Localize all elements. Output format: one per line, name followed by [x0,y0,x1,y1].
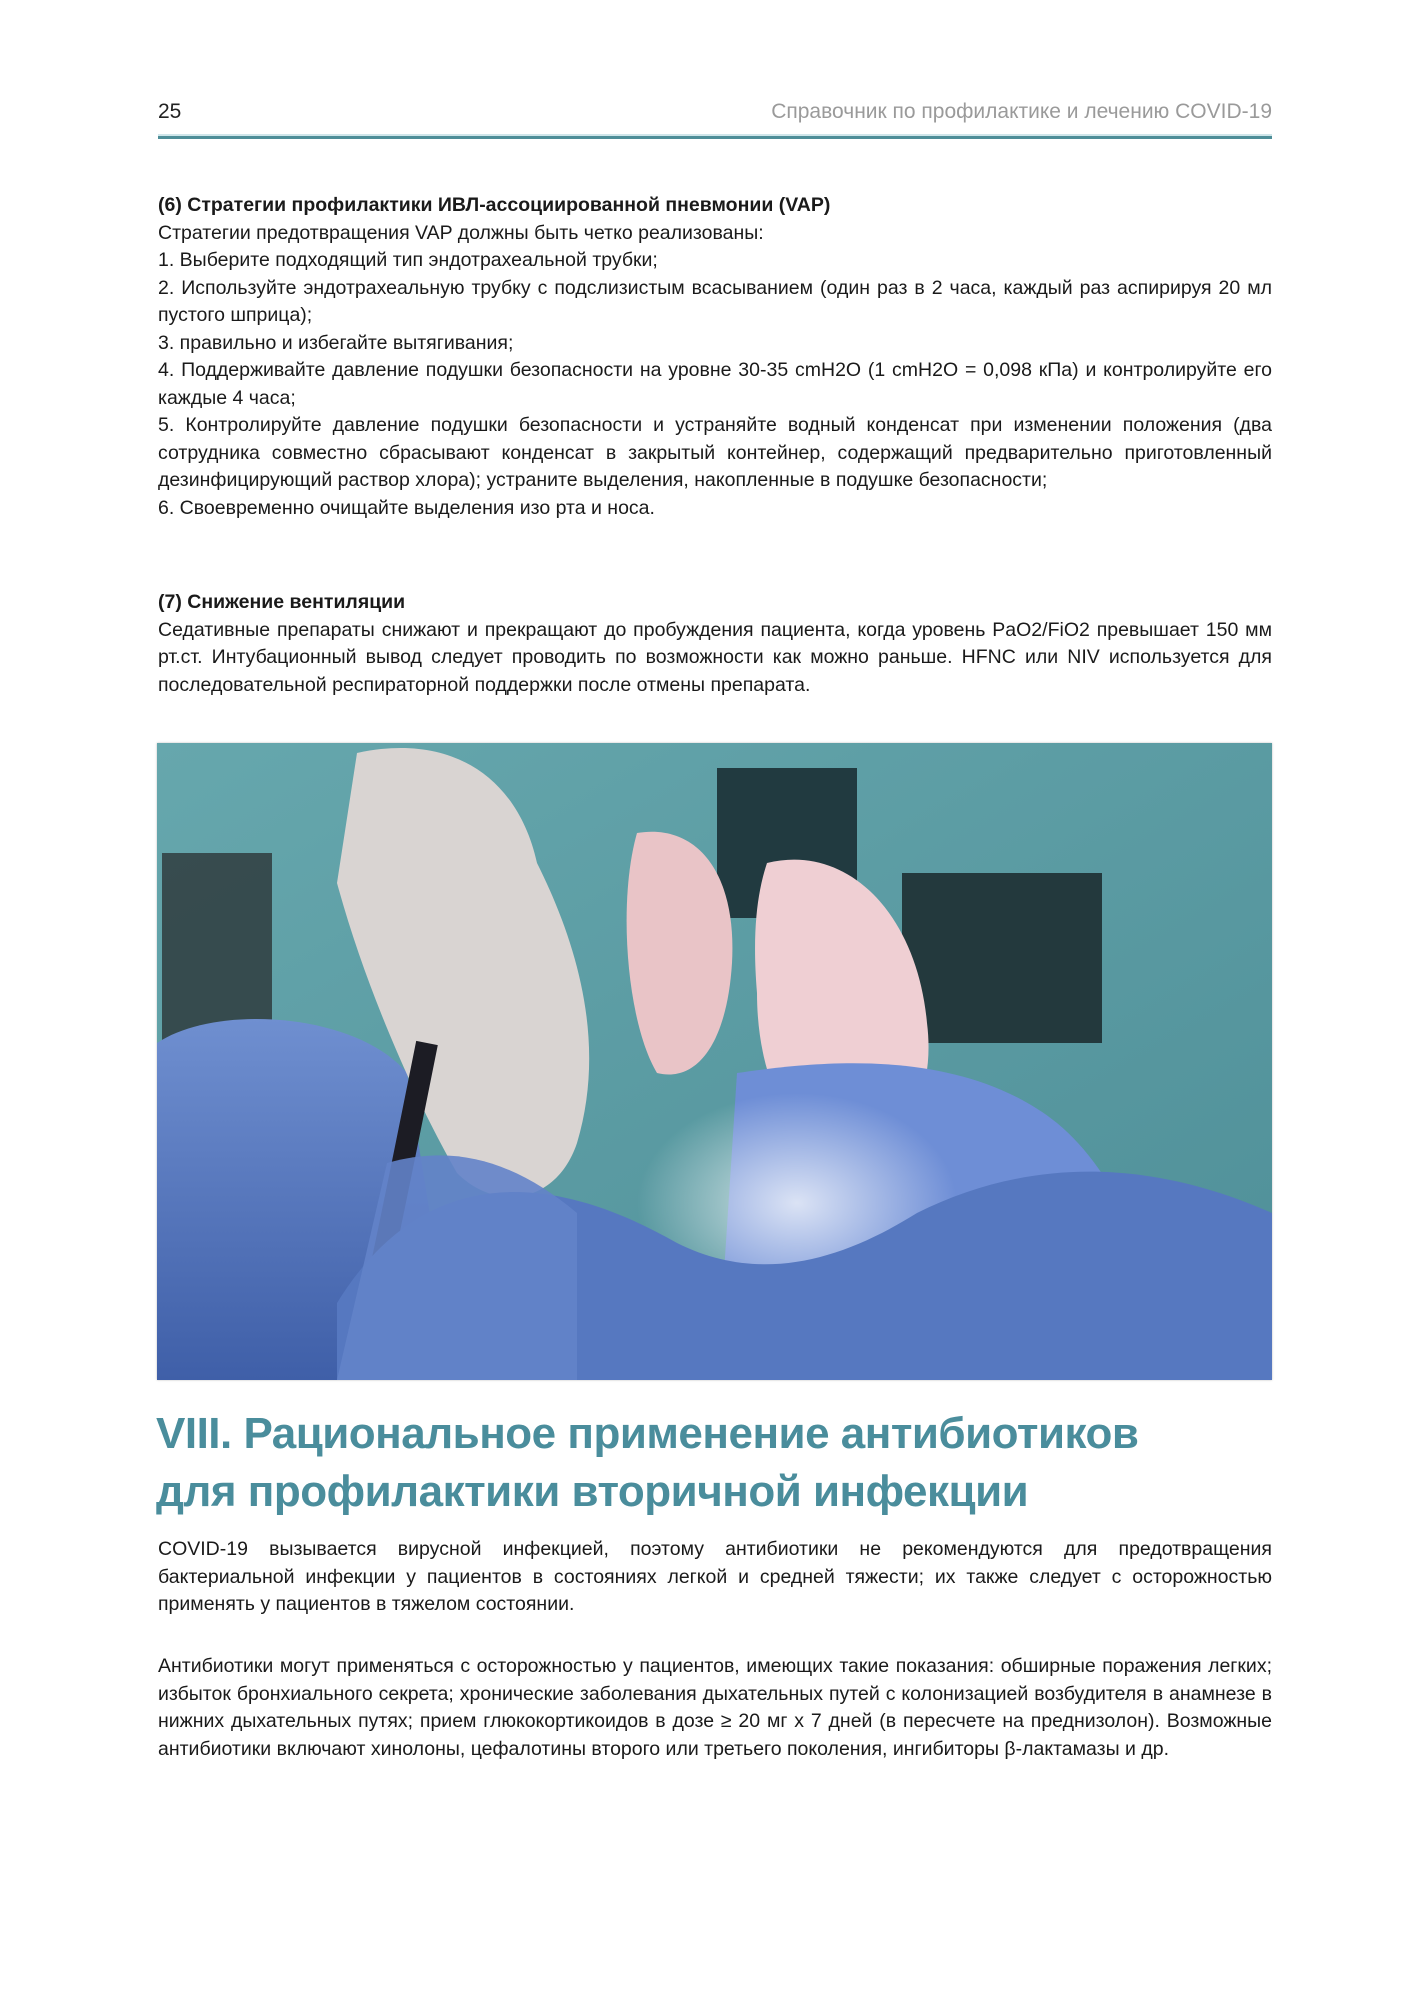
section-body: Седативные препараты снижают и прекращают до пробуждения пациента, когда уровень PaO2/FiO2 превышает 150 мм рт.ст. Интубационный вывод следует проводить по возможности как можно раньше. HFNC или NIV используется для последовательной респираторной поддержки после отмены препарата. [158,618,1272,696]
list-item: 5. Контролируйте давление подушки безопасности и устраняйте водный конденсат при изменении положения (два сотрудника совместно сбрасывают конденсат в закрытый контейнер, содержащий предварительно приготовленный дезинфицирующий раствор хлора); устраните выделения, накопленные в подушке безопасности; [158,414,1272,491]
chapter-paragraph [158,1653,1272,1763]
chapter-heading-line-1: VIII. Рациональное применение антибиотиков [156,1409,1139,1458]
list-item: 4. Поддерживайте давление подушки безопасности на уровне 30-35 cmH2O (1 cmH2O = 0,098 кПа) и контролируйте его каждые 4 часа; [158,359,1272,409]
header-rule [158,136,1272,139]
paragraph-text: Антибиотики могут применяться с осторожностью у пациентов, имеющих такие показания: обширные поражения легких; избыток бронхиального секрета; хронические заболевания дыхательных путей с колонизацией возбудителя в анамнезе в нижних дыхательных путях; прием глюкокортикоидов в дозе ≥ 20 мг x 7 дней (в пересчете на преднизолон). Возможные антибиотики включают хинолоны, цефалотины второго или третьего поколения, ингибиторы β-лактамазы и др. [158,1655,1272,1760]
list-item: 6. Своевременно очищайте выделения изо рта и носа. [158,496,655,519]
paragraph-text: COVID-19 вызывается вирусной инфекцией, поэтому антибиотики не рекомендуются для предотвращения бактериальной инфекции у пациентов в состояниях легкой и средней тяжести; их также следует с осторожностью применять у пациентов в тяжелом состоянии. [158,1538,1272,1615]
chapter-heading-line-2: для профилактики вторичной инфекции [156,1467,1029,1516]
list-item: 3. правильно и избегайте вытягивания; [158,331,514,354]
list-item: 2. Используйте эндотрахеальную трубку с подслизистым всасыванием (один раз в 2 часа, каждый раз аспирируя 20 мл пустого шприца); [158,276,1272,326]
chapter-paragraph [158,1536,1272,1619]
photo-illustration [157,743,1272,1380]
section-ventilation-weaning [158,589,1272,699]
section-title: (6) Стратегии профилактики ИВЛ-ассоциированной пневмонии (VAP) [158,194,831,216]
page-number: 25 [158,100,182,123]
running-title: Справочник по профилактике и лечению COVID-19 [771,100,1272,123]
list-item: 1. Выберите подходящий тип эндотрахеальной трубки; [158,249,658,271]
section-vap-prevention [158,192,1272,522]
operating-room-photo [157,743,1272,1380]
window-dark [902,873,1102,1043]
section-title: (7) Снижение вентиляции [158,591,406,613]
section-intro: Стратегии предотвращения VAP должны быть четко реализованы: [158,221,764,244]
chapter-heading [156,1405,1276,1521]
